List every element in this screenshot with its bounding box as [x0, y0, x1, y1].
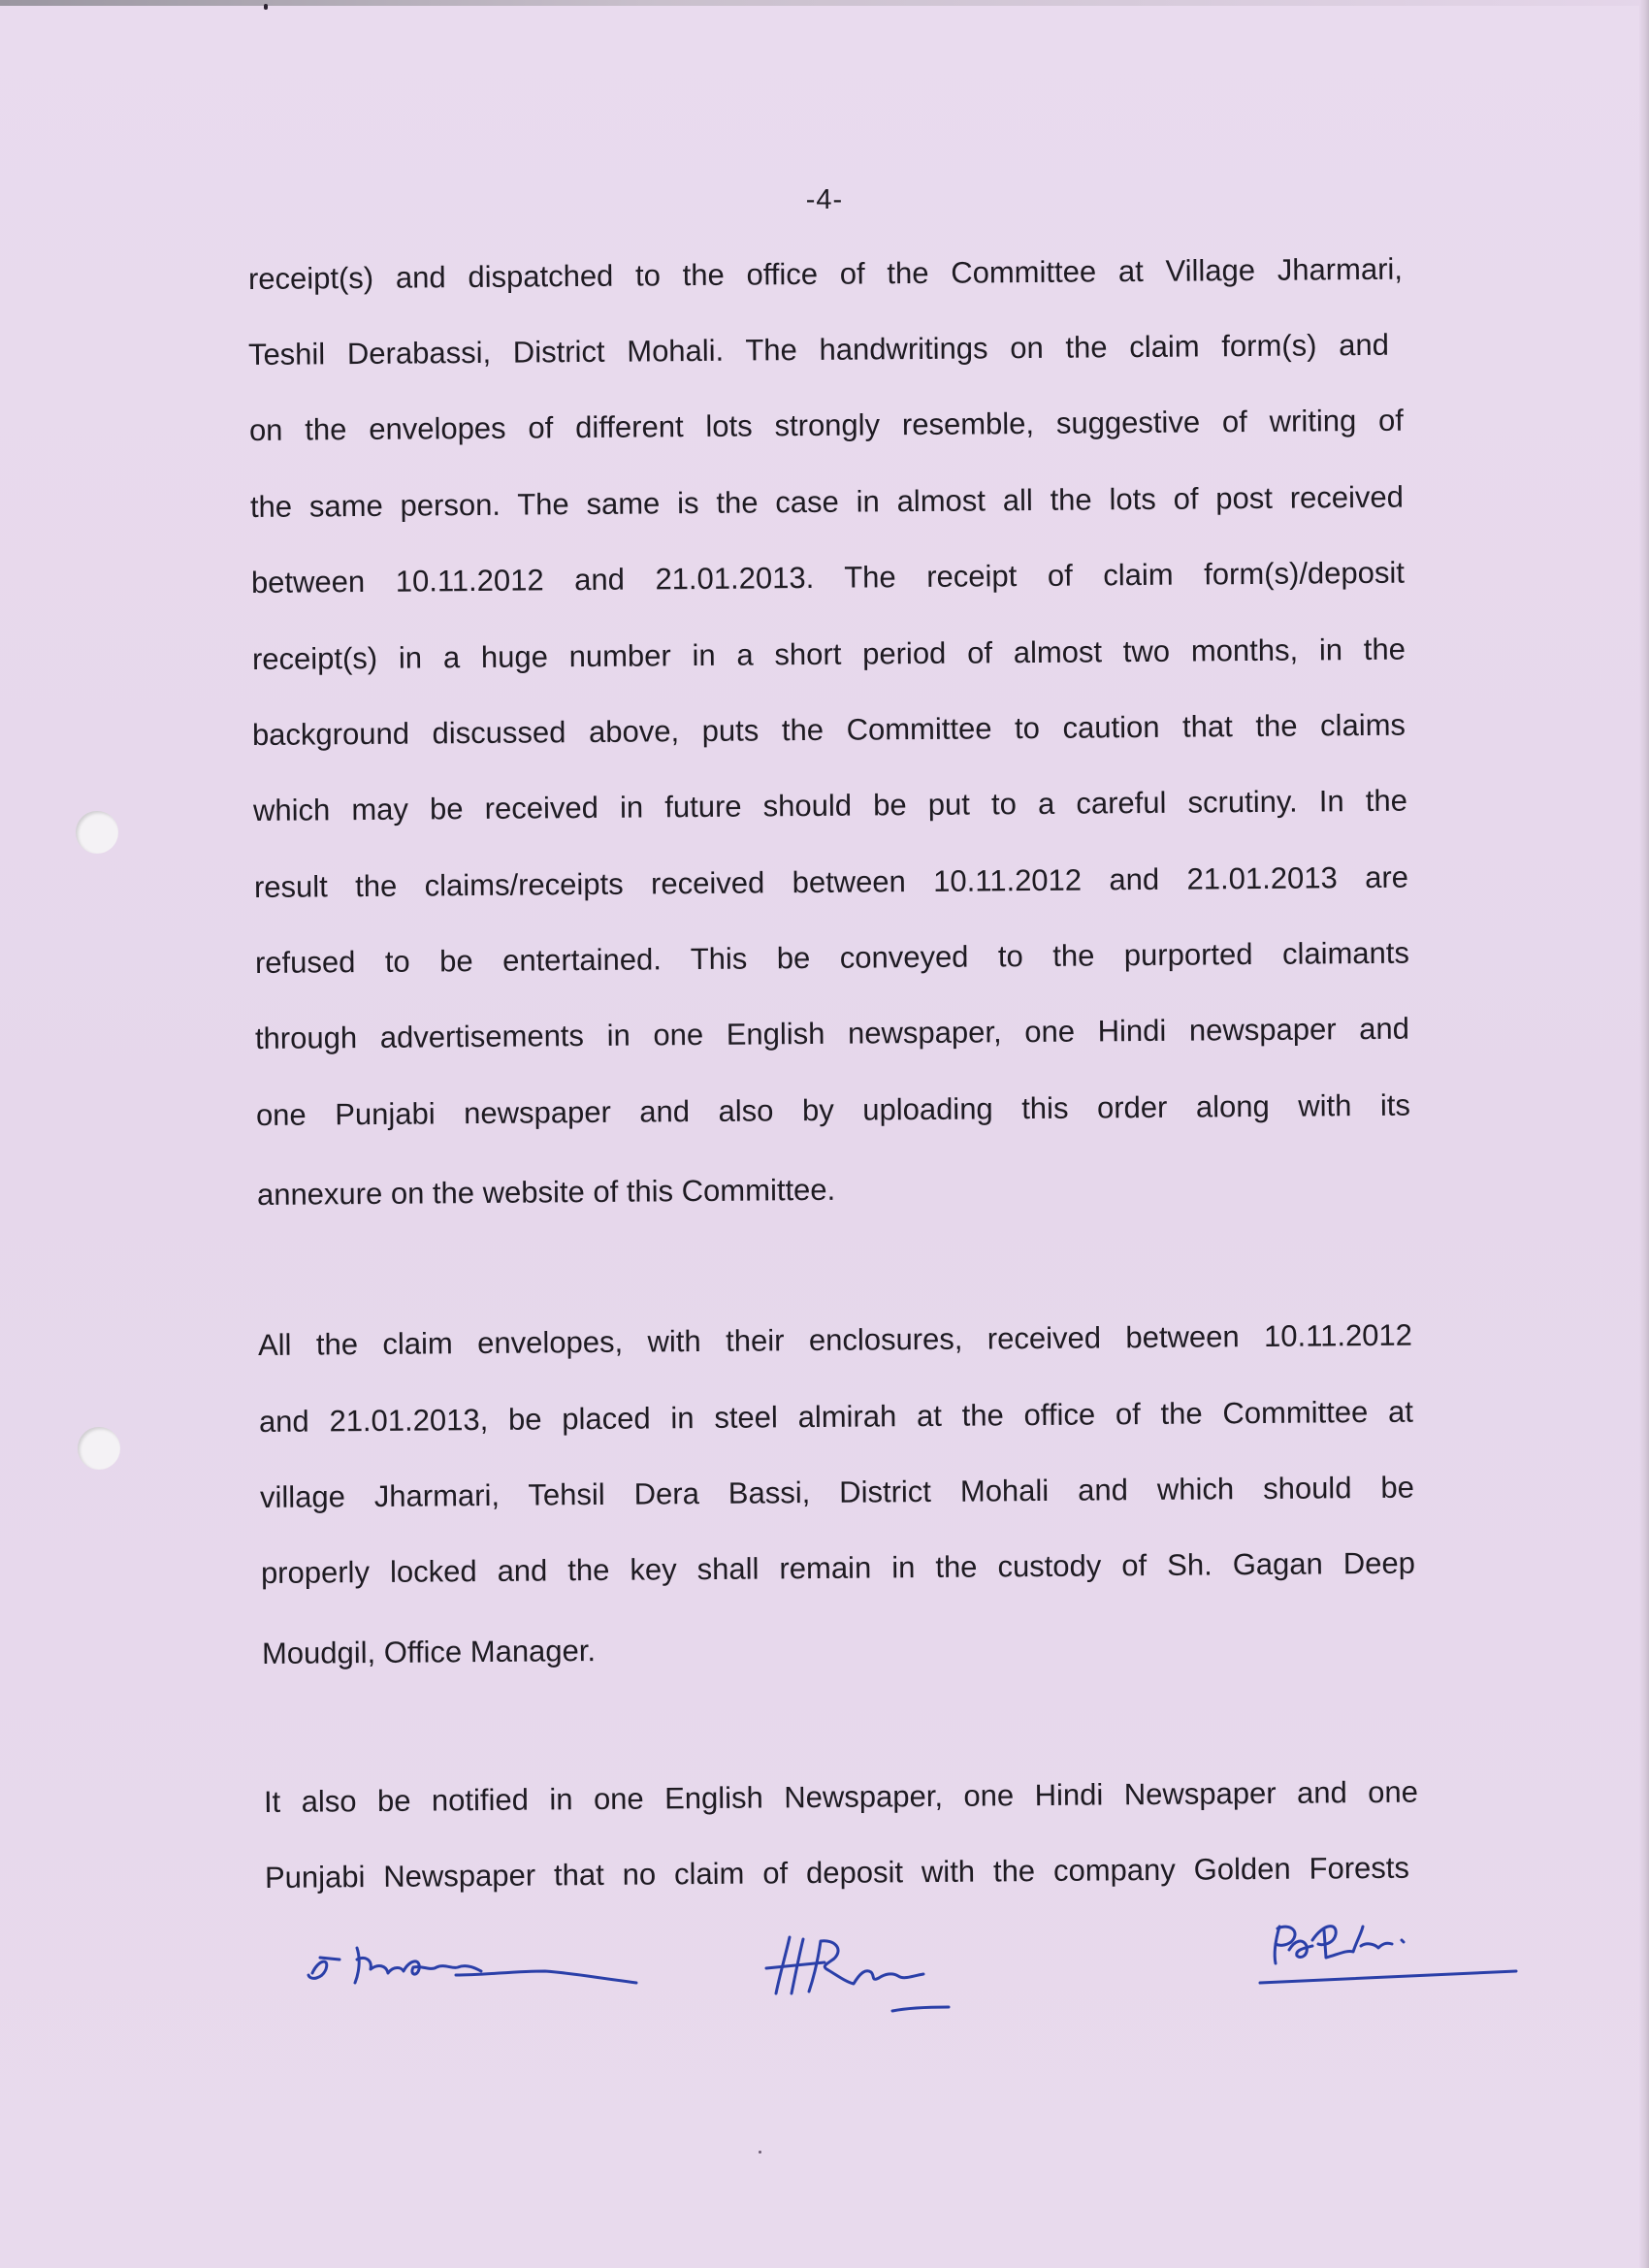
text-line: It also be notified in one English Newspaper, one Hindi Newspaper and one	[263, 1774, 1419, 1819]
text-line: properly locked and the key shall remain in the custody of Sh. Gagan Deep	[260, 1545, 1416, 1590]
text-line: Punjabi Newspaper that no claim of deposit with the company Golden Forests	[264, 1850, 1410, 1895]
text-line: which may be received in future should be put to a careful scrutiny. In the	[252, 783, 1408, 827]
signature-middle	[757, 1926, 989, 2023]
text-line: and 21.01.2013, be placed in steel almirah at the office of the Committee at	[258, 1394, 1414, 1439]
text-line: Moudgil, Office Manager.	[261, 1633, 597, 1670]
text-line: the same person. The same is the case in almost all the lots of post received	[249, 479, 1405, 524]
scan-speck	[759, 2151, 761, 2154]
punch-hole-lower	[78, 1427, 120, 1470]
scan-speck	[264, 4, 268, 10]
signature-left	[301, 1930, 650, 1998]
text-line: one Punjabi newspaper and also by uploading this order along with its	[255, 1087, 1411, 1132]
text-line: annexure on the website of this Committee.	[256, 1172, 836, 1212]
scan-right-edge	[1639, 0, 1649, 2268]
text-line: village Jharmari, Tehsil Dera Bassi, District Mohali and which should be	[259, 1470, 1415, 1514]
punch-hole-upper	[76, 811, 118, 854]
text-line: background discussed above, puts the Committee to caution that the claims	[251, 707, 1406, 752]
signature-right	[1256, 1911, 1518, 1998]
text-line: result the claims/receipts received between 10.11.2012 and 21.01.2013 are	[253, 859, 1409, 904]
text-line: between 10.11.2012 and 21.01.2013. The receipt of claim form(s)/deposit	[250, 555, 1406, 599]
text-line: refused to be entertained. This be conveyed to the purported claimants	[254, 935, 1410, 980]
page-number: -4-	[805, 184, 844, 215]
text-line: through advertisements in one English newspaper, one Hindi newspaper and	[254, 1011, 1410, 1055]
text-line: Teshil Derabassi, District Mohali. The handwritings on the claim form(s) and	[247, 327, 1390, 372]
text-line: receipt(s) and dispatched to the office of the Committee at Village Jharmari,	[247, 251, 1404, 296]
text-line: receipt(s) in a huge number in a short period of almost two months, in the	[251, 632, 1406, 676]
text-line: on the envelopes of different lots strongly resemble, suggestive of writing of	[248, 403, 1405, 447]
scan-top-edge	[0, 0, 1649, 6]
text-line: All the claim envelopes, with their enclosures, received between 10.11.2012	[257, 1317, 1413, 1362]
